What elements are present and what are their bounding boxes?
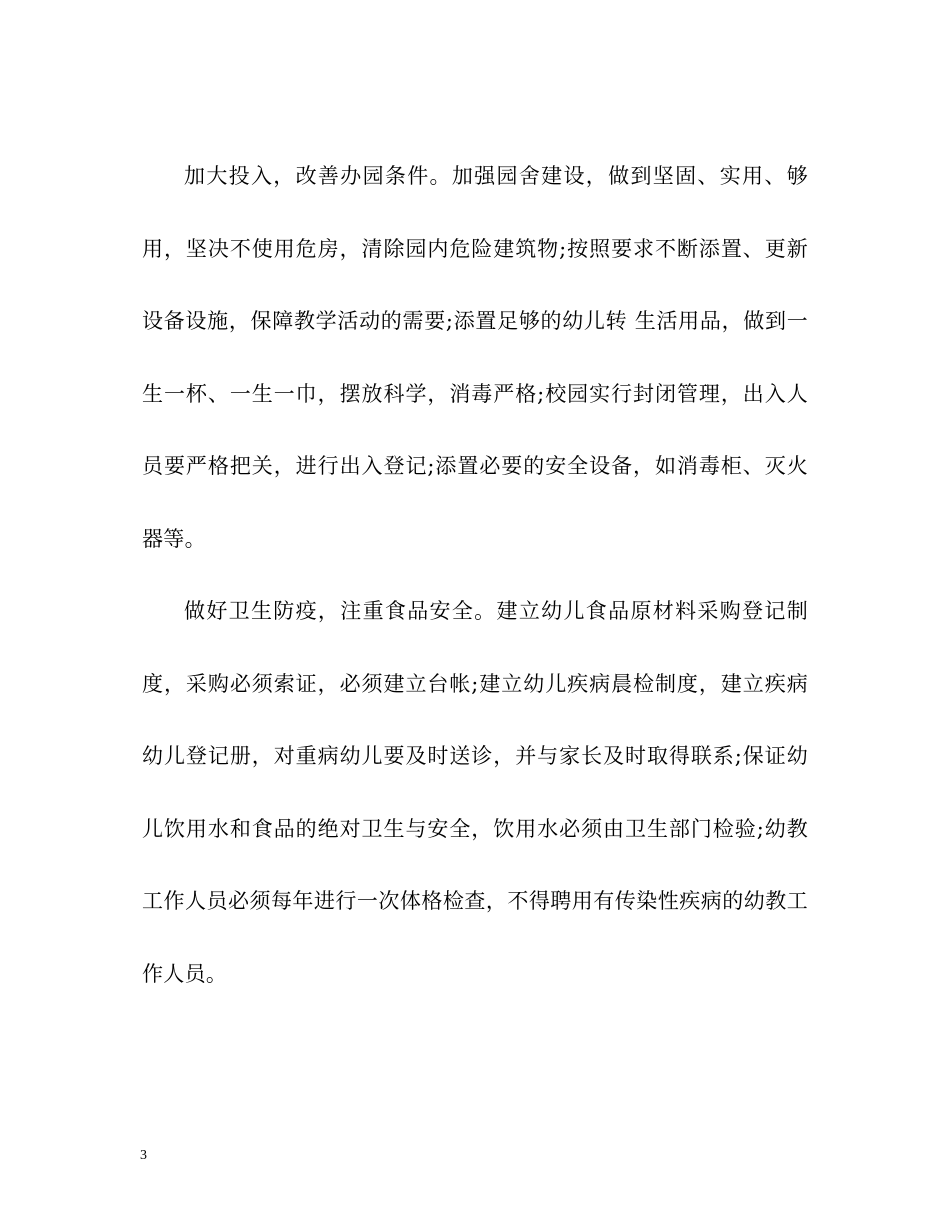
page-number: 3	[140, 1148, 147, 1163]
paragraph-hygiene: 做好卫生防疫，注重食品安全。建立幼儿食品原材料采购登记制度，采购必须索证，必须建立台帐;建立幼儿疾病晨检制度，建立疾病幼儿登记册，对重病幼儿要及时送诊，并与家长及时取得联系;保证幼儿饮用水和食品的绝对卫生与安全，饮用水必须由卫生部门检验;幼教工作人员必须每年进行一次体格检查，不得聘用有传染性疾病的幼教工作人员。	[142, 599, 808, 986]
document-body	[142, 140, 808, 1010]
paragraph-facilities: 加大投入，改善办园条件。加强园舍建设，做到坚固、实用、够用，坚决不使用危房，清除园内危险建筑物;按照要求不断添置、更新设备设施，保障教学活动的需要;添置足够的幼儿转 生活用品，做到一生一杯、一生一巾，摆放科学，消毒严格;校园实行封闭管理，出入人员要严格把关，进行出入登记;添置必要的安全设备，如消毒柜、灭火器等。	[142, 164, 808, 551]
